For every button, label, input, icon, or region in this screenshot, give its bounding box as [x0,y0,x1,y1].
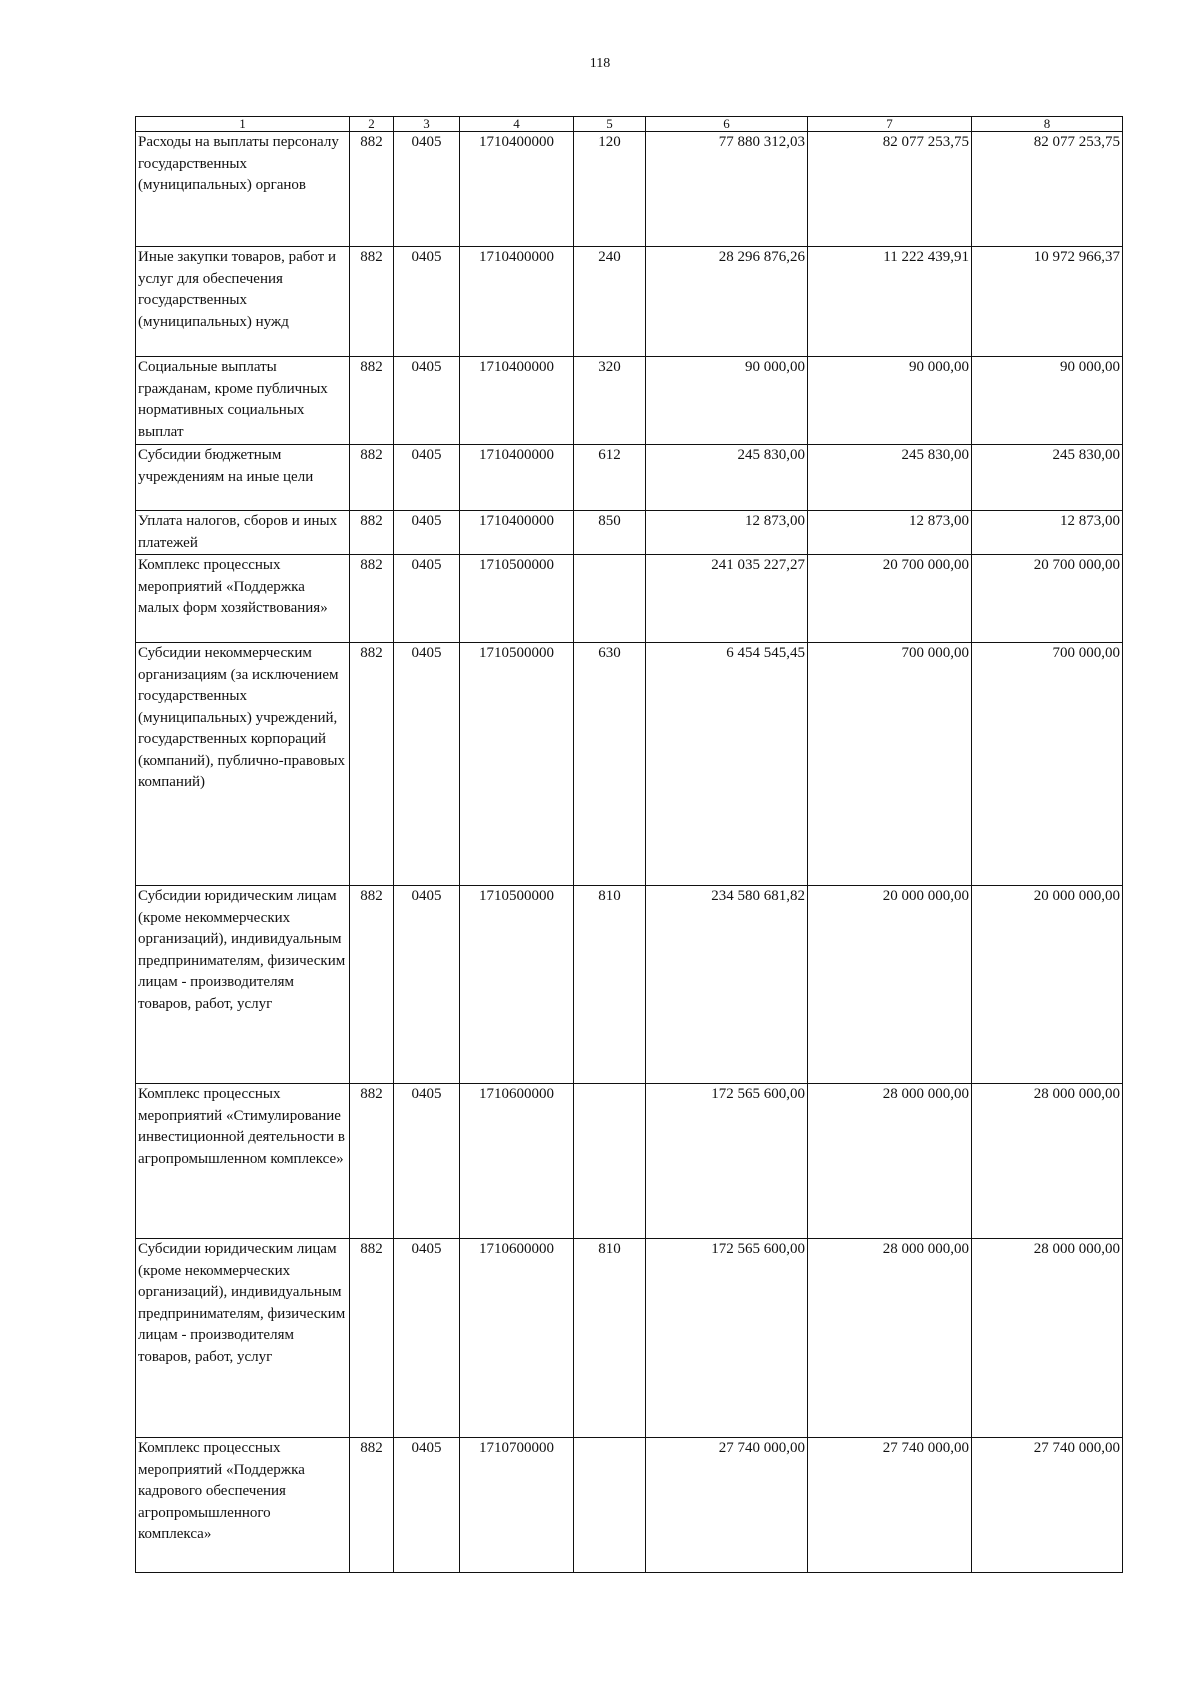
grbs-code: 882 [350,886,394,1084]
section-code: 0405 [394,1239,460,1438]
grbs-code: 882 [350,357,394,445]
amount-year-1: 28 296 876,26 [646,247,808,357]
expense-type-code [574,1084,646,1239]
expense-name: Субсидии бюджетным учреждениям на иные цели [136,445,350,511]
column-header: 4 [460,117,574,132]
target-article-code: 1710600000 [460,1239,574,1438]
amount-year-2: 90 000,00 [808,357,972,445]
amount-year-1: 6 454 545,45 [646,643,808,886]
amount-year-2: 11 222 439,91 [808,247,972,357]
amount-year-2: 28 000 000,00 [808,1084,972,1239]
target-article-code: 1710400000 [460,247,574,357]
expense-name: Субсидии некоммерческим организациям (за исключением государственных (муниципальных) учреждений, государственных корпораций (компаний), публично-правовых компаний) [136,643,350,886]
amount-year-1: 12 873,00 [646,511,808,555]
table-row [136,445,1123,511]
target-article-code: 1710500000 [460,886,574,1084]
budget-table [135,116,1123,1573]
column-header: 5 [574,117,646,132]
expense-name: Субсидии юридическим лицам (кроме некоммерческих организаций), индивидуальным предпринимателям, физическим лицам - производителям товаров, работ, услуг [136,886,350,1084]
amount-year-2: 82 077 253,75 [808,132,972,247]
amount-year-2: 20 000 000,00 [808,886,972,1084]
page-number: 118 [589,56,611,71]
amount-year-1: 241 035 227,27 [646,555,808,643]
amount-year-1: 172 565 600,00 [646,1084,808,1239]
target-article-code: 1710500000 [460,555,574,643]
expense-name: Комплекс процессных мероприятий «Поддержка малых форм хозяйствования» [136,555,350,643]
amount-year-1: 234 580 681,82 [646,886,808,1084]
expense-type-code: 810 [574,886,646,1084]
amount-year-2: 245 830,00 [808,445,972,511]
amount-year-3: 82 077 253,75 [972,132,1123,247]
section-code: 0405 [394,445,460,511]
column-header: 2 [350,117,394,132]
expense-type-code [574,1438,646,1573]
grbs-code: 882 [350,1239,394,1438]
expense-name: Расходы на выплаты персоналу государственных (муниципальных) органов [136,132,350,247]
amount-year-3: 27 740 000,00 [972,1438,1123,1573]
target-article-code: 1710400000 [460,445,574,511]
section-code: 0405 [394,1438,460,1573]
expense-type-code [574,555,646,643]
grbs-code: 882 [350,1438,394,1573]
amount-year-3: 12 873,00 [972,511,1123,555]
amount-year-3: 10 972 966,37 [972,247,1123,357]
grbs-code: 882 [350,511,394,555]
expense-type-code: 120 [574,132,646,247]
section-code: 0405 [394,643,460,886]
table-row [136,886,1123,1084]
section-code: 0405 [394,511,460,555]
amount-year-2: 700 000,00 [808,643,972,886]
section-code: 0405 [394,357,460,445]
target-article-code: 1710400000 [460,357,574,445]
expense-type-code: 320 [574,357,646,445]
section-code: 0405 [394,886,460,1084]
expense-name: Комплекс процессных мероприятий «Стимулирование инвестиционной деятельности в агропромышленном комплексе» [136,1084,350,1239]
expense-type-code: 240 [574,247,646,357]
expense-name: Иные закупки товаров, работ и услуг для обеспечения государственных (муниципальных) нужд [136,247,350,357]
amount-year-2: 12 873,00 [808,511,972,555]
expense-type-code: 612 [574,445,646,511]
table-row [136,357,1123,445]
expense-name: Субсидии юридическим лицам (кроме некоммерческих организаций), индивидуальным предпринимателям, физическим лицам - производителям товаров, работ, услуг [136,1239,350,1438]
table-row [136,132,1123,247]
table-row [136,247,1123,357]
amount-year-2: 20 700 000,00 [808,555,972,643]
column-header: 8 [972,117,1123,132]
amount-year-1: 172 565 600,00 [646,1239,808,1438]
target-article-code: 1710400000 [460,132,574,247]
amount-year-2: 27 740 000,00 [808,1438,972,1573]
amount-year-2: 28 000 000,00 [808,1239,972,1438]
target-article-code: 1710700000 [460,1438,574,1573]
table-row [136,555,1123,643]
amount-year-3: 20 000 000,00 [972,886,1123,1084]
amount-year-1: 90 000,00 [646,357,808,445]
section-code: 0405 [394,1084,460,1239]
amount-year-3: 20 700 000,00 [972,555,1123,643]
column-header: 1 [136,117,350,132]
table-row [136,643,1123,886]
table-row [136,1438,1123,1573]
target-article-code: 1710400000 [460,511,574,555]
expense-type-code: 810 [574,1239,646,1438]
amount-year-3: 245 830,00 [972,445,1123,511]
expense-name: Уплата налогов, сборов и иных платежей [136,511,350,555]
column-header: 3 [394,117,460,132]
section-code: 0405 [394,132,460,247]
column-header: 6 [646,117,808,132]
table-row [136,1239,1123,1438]
amount-year-1: 27 740 000,00 [646,1438,808,1573]
grbs-code: 882 [350,445,394,511]
target-article-code: 1710600000 [460,1084,574,1239]
grbs-code: 882 [350,132,394,247]
amount-year-1: 245 830,00 [646,445,808,511]
amount-year-3: 90 000,00 [972,357,1123,445]
target-article-code: 1710500000 [460,643,574,886]
section-code: 0405 [394,247,460,357]
expense-name: Комплекс процессных мероприятий «Поддержка кадрового обеспечения агропромышленного комплекса» [136,1438,350,1573]
table-header-row [136,117,1123,132]
grbs-code: 882 [350,247,394,357]
amount-year-3: 700 000,00 [972,643,1123,886]
grbs-code: 882 [350,643,394,886]
amount-year-3: 28 000 000,00 [972,1239,1123,1438]
section-code: 0405 [394,555,460,643]
grbs-code: 882 [350,1084,394,1239]
table-row [136,511,1123,555]
table-row [136,1084,1123,1239]
amount-year-1: 77 880 312,03 [646,132,808,247]
column-header: 7 [808,117,972,132]
grbs-code: 882 [350,555,394,643]
expense-name: Социальные выплаты гражданам, кроме публичных нормативных социальных выплат [136,357,350,445]
expense-type-code: 630 [574,643,646,886]
amount-year-3: 28 000 000,00 [972,1084,1123,1239]
expense-type-code: 850 [574,511,646,555]
